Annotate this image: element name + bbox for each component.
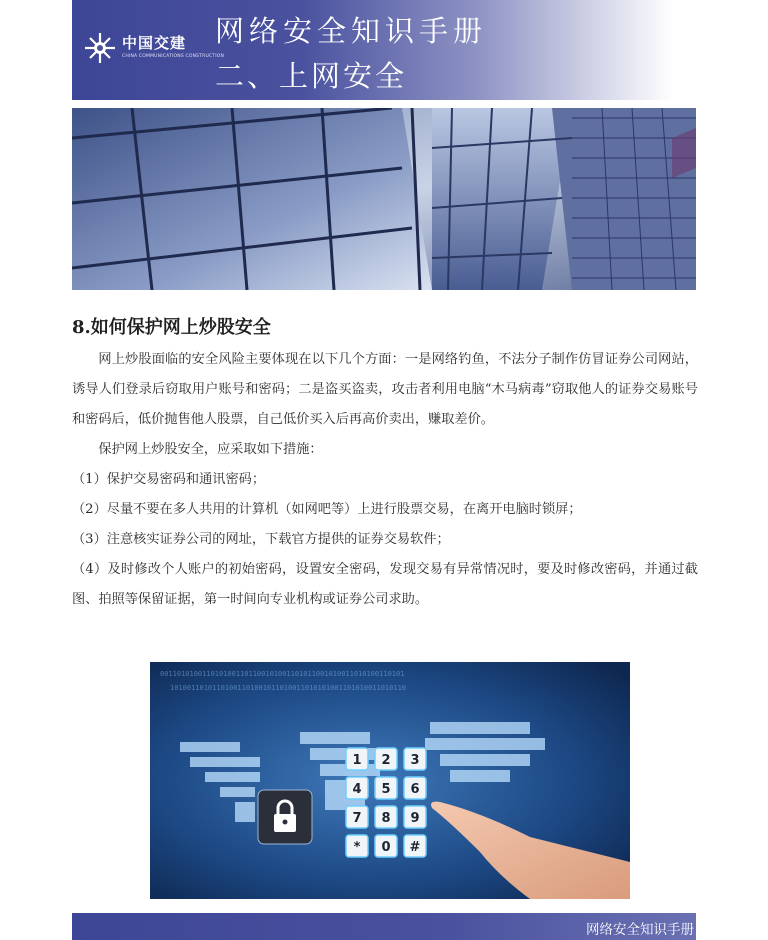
svg-text:001101010011010100110110010100: 0011010100110101001101100101001101011001010011010100110101 [160, 670, 405, 678]
keypad-key-label: 5 [381, 782, 391, 797]
ccc-logo-icon [82, 30, 118, 66]
section-body [72, 345, 698, 615]
keypad-key [346, 748, 368, 770]
keypad-key [346, 777, 368, 799]
keypad-key-label: 9 [410, 811, 420, 826]
measure-item: （3）注意核实证券公司的网址，下载官方提供的证券交易软件； [72, 532, 450, 547]
keypad-key-label: 2 [381, 753, 391, 768]
logo-subtext: CHINA COMMUNICATIONS CONSTRUCTION [122, 54, 225, 59]
logo [82, 28, 225, 72]
measure-item: （4）及时修改个人账户的初始密码，设置安全密码，发现交易有异常情况时，要及时修改密码，并通过截图、拍照等保留证据，第一时间向专业机构或证券公司求助。 [72, 562, 698, 607]
svg-text:101001101011010011010010110100: 10100110101101001101001011010011010101001101010011010110 [170, 684, 407, 692]
logo-name: 中国交建 [122, 34, 187, 52]
keypad-key-label: # [409, 840, 421, 855]
glass-building-image [72, 108, 696, 290]
footer-title: 网络安全知识手册 [586, 922, 694, 938]
keypad-key [375, 748, 397, 770]
measure-item: （2）尽量不要在多人共用的计算机（如网吧等）上进行股票交易，在离开电脑时锁屏； [72, 502, 582, 517]
keypad-key-label: 0 [381, 840, 391, 855]
keypad-key-label: 1 [352, 753, 362, 768]
keypad-key-label: * [353, 840, 361, 855]
header-banner [72, 0, 726, 100]
keypad-key-label: 3 [410, 753, 420, 768]
paragraph-measures-intro: 保护网上炒股安全，应采取如下措施： [98, 442, 323, 457]
keypad-key-label: 7 [352, 811, 362, 826]
chapter-title: 二、上网安全 [215, 59, 408, 93]
keypad-key-label: 4 [352, 782, 362, 797]
building-photo [72, 108, 696, 290]
page-title: 网络安全知识手册 [215, 14, 488, 48]
footer-bar [72, 913, 696, 940]
security-keypad-photo [150, 662, 630, 899]
keypad-key [375, 835, 397, 857]
section-heading: 8.如何保护网上炒股安全 [72, 317, 271, 338]
paragraph-risks: 网上炒股面临的安全风险主要体现在以下几个方面：一是网络钓鱼，不法分子制作仿冒证券公司网站，诱导人们登录后窃取用户账号和密码；二是盗买盗卖，攻击者利用电脑“木马病毒”窃取他人的证券交易账号和密码后，低价抛售他人股票，自己低价买入后再高价卖出，赚取差价。 [72, 352, 698, 427]
keypad-key-label: 8 [381, 811, 391, 826]
keypad-key [375, 777, 397, 799]
measure-item: （1）保护交易密码和通讯密码； [72, 472, 266, 487]
keypad-key [375, 806, 397, 828]
keypad-key [404, 835, 426, 857]
keypad-key [404, 748, 426, 770]
keypad-key [404, 777, 426, 799]
keypad-key [404, 806, 426, 828]
keypad-key-label: 6 [410, 782, 420, 797]
keypad-key [346, 835, 368, 857]
keypad-key [346, 806, 368, 828]
lock-icon [258, 790, 312, 844]
keypad-image [150, 662, 630, 899]
